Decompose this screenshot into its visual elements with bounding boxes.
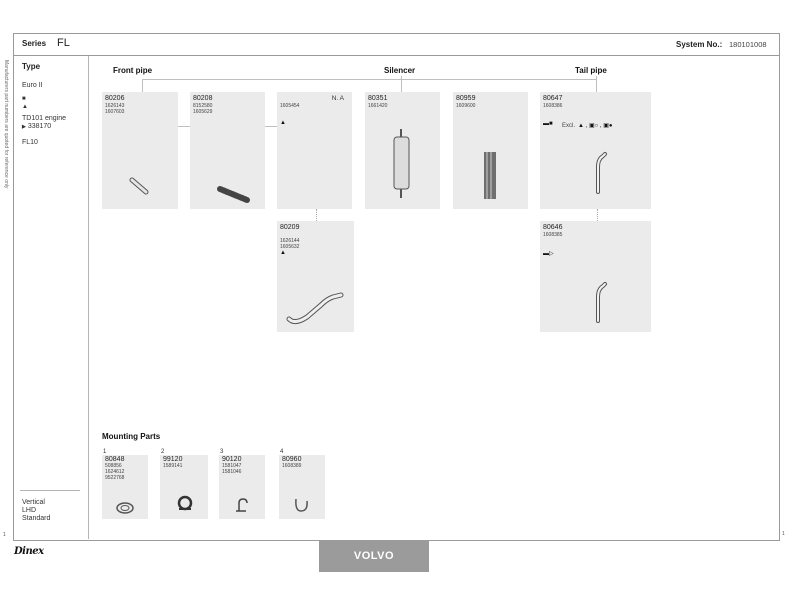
oe-ref: 1608385 xyxy=(543,232,563,238)
oe-ref: 1624612 xyxy=(105,469,125,475)
not-available-label: N. A xyxy=(331,95,344,102)
connector-front xyxy=(142,79,143,92)
part-card-na[interactable] xyxy=(277,92,352,209)
part-card-80646[interactable] xyxy=(540,221,651,332)
mount-index: 3 xyxy=(220,449,224,455)
part-card-80209[interactable] xyxy=(277,221,354,332)
flange-gasket-icon xyxy=(102,455,148,519)
oe-ref: 8152580 xyxy=(193,103,213,109)
reference-note: Manufacturers part numbers are quoted for reference only xyxy=(3,60,9,189)
part-card-80351[interactable] xyxy=(365,92,440,209)
part-card-80206[interactable] xyxy=(102,92,178,209)
oe-ref: 508856 xyxy=(105,463,122,469)
tail-pipe-icon xyxy=(540,92,651,209)
part-code: 80960 xyxy=(282,456,302,463)
oe-ref: 1608389 xyxy=(282,463,302,469)
system-number-value: 180101008 xyxy=(729,40,767,49)
part-code: 80959 xyxy=(456,95,476,102)
part-code: 99120 xyxy=(163,456,183,463)
mount-index: 1 xyxy=(103,449,107,455)
part-code: 80206 xyxy=(105,95,125,102)
part-code: 80647 xyxy=(543,95,563,102)
truck-icon: ▬■ xyxy=(543,121,553,127)
connector-silencer xyxy=(401,76,402,92)
front-pipe-title: Front pipe xyxy=(113,66,153,75)
oe-ref: 1581047 xyxy=(222,463,242,469)
make-banner xyxy=(319,540,429,572)
bent-pipe-icon xyxy=(277,221,354,332)
version: Standard xyxy=(22,515,51,522)
tail-pipe-title: Tail pipe xyxy=(575,66,607,75)
oe-ref: 1607603 xyxy=(105,109,125,115)
part-code: 80208 xyxy=(193,95,213,102)
mount-card-90120[interactable] xyxy=(219,455,265,519)
part-card-80647[interactable] xyxy=(540,92,651,209)
part-code: 80209 xyxy=(280,224,300,231)
drive-side: LHD xyxy=(22,507,37,514)
engine-label: TD101 engine xyxy=(22,115,66,122)
system-number-label: System No.: xyxy=(676,40,723,49)
mount-index: 4 xyxy=(280,449,284,455)
dinex-logo: Dinex xyxy=(14,546,44,557)
connector-tail xyxy=(596,76,597,92)
link-80208-na xyxy=(265,126,277,127)
oe-ref: 9522768 xyxy=(105,475,125,481)
mount-orientation: Vertical xyxy=(22,499,45,506)
series-value: FL xyxy=(57,37,70,49)
part-card-80208[interactable] xyxy=(190,92,265,209)
oe-ref: 1581046 xyxy=(222,469,242,475)
engine-icon: ▲ xyxy=(280,250,286,256)
page-number-right: 1 xyxy=(782,531,785,537)
oe-ref: 1626143 xyxy=(105,103,125,109)
mount-card-99120[interactable] xyxy=(160,455,208,519)
oe-ref: 1608386 xyxy=(543,103,563,109)
engine-code-icon: ▶ xyxy=(22,124,26,130)
oe-ref: 1661420 xyxy=(368,103,388,109)
mount-card-80960[interactable] xyxy=(279,455,325,519)
top-connector xyxy=(142,79,596,80)
header-rule xyxy=(13,55,780,56)
engine-code-row xyxy=(22,123,51,130)
silencer-icon xyxy=(365,92,440,209)
sidebar-divider xyxy=(20,490,80,491)
u-clamp-icon xyxy=(279,455,325,519)
excluded-vehicle-icons: ▲ , ▣○ , ▣● xyxy=(578,123,613,129)
bracket-icon xyxy=(219,455,265,519)
sidebar-rule xyxy=(88,56,89,539)
part-code: 90120 xyxy=(222,456,242,463)
oe-ref: 1605629 xyxy=(193,109,213,115)
link-80647-80646 xyxy=(597,209,598,221)
engine-icon: ▲ xyxy=(280,120,286,126)
mount-card-80848[interactable] xyxy=(102,455,148,519)
euro-class: Euro II xyxy=(22,82,43,89)
flex-pipe-icon xyxy=(190,92,265,209)
part-card-80959[interactable] xyxy=(453,92,528,209)
mount-index: 2 xyxy=(161,449,165,455)
vehicle-icon: ■​ xyxy=(22,96,26,102)
silencer-shield-icon xyxy=(453,92,528,209)
link-80206-80208 xyxy=(178,126,190,127)
tail-pipe-icon xyxy=(540,221,651,332)
clamp-icon xyxy=(160,455,208,519)
part-code: 80848 xyxy=(105,456,125,463)
pipe-icon xyxy=(102,92,178,209)
engine-code: 338170 xyxy=(27,123,52,130)
truck-icon: ▬▷ xyxy=(543,251,554,257)
vehicle-make: VOLVO xyxy=(353,550,395,562)
part-code: 80351 xyxy=(368,95,388,102)
series-label: Series xyxy=(22,39,47,48)
oe-ref: 1609600 xyxy=(456,103,476,109)
excluding-label: Excl. xyxy=(562,123,576,129)
mounting-parts-title: Mounting Parts xyxy=(102,432,161,441)
part-code: 80646 xyxy=(543,224,563,231)
link-na-80209 xyxy=(316,209,317,221)
model-label: FL10 xyxy=(22,139,38,146)
oe-ref: 1605632 xyxy=(280,244,300,250)
silencer-title: Silencer xyxy=(384,66,416,75)
type-heading: Type xyxy=(22,62,41,71)
page-number-left: 1 xyxy=(3,532,6,538)
oe-ref: 1589141 xyxy=(163,463,183,469)
engine-icon: ▲ xyxy=(22,104,28,110)
oe-ref: 1626144 xyxy=(280,238,300,244)
oe-ref: 1605454 xyxy=(280,103,300,109)
